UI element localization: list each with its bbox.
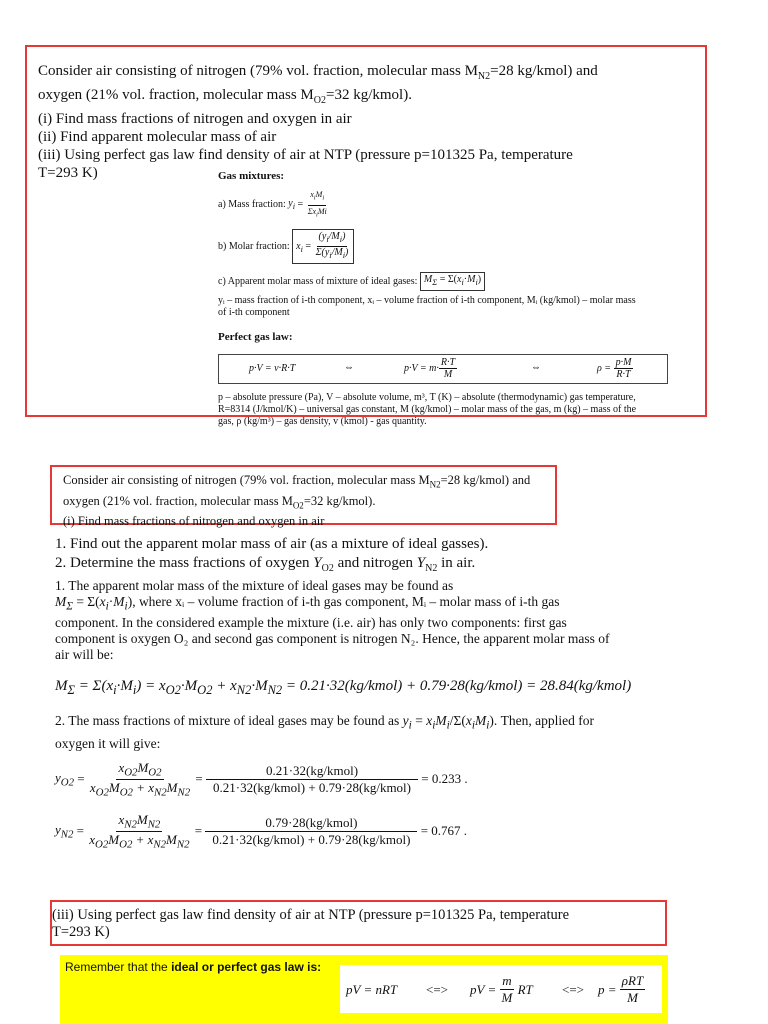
molar-fraction-formula: b) Molar fraction: $x_i$ = $\frac{(y_i/M_i)}{\Sigma(y_i/M_i)}$ <box>218 229 668 264</box>
molar-mass-equation: $M_\Sigma = \Sigma(x_i\cdot M_i) = x_{O2}\cdot M_{O2} + x_{N2}\cdot M_{N2}$ = 0.21·32(kg/kmol) + 0.79·28(kg/kmol) = 28.84(kg/kmol) <box>55 678 632 697</box>
problem-text: Consider air consisting of nitrogen (79% vol. fraction, molecular mass $M_{N2}=28$ kg/kmol) and oxygen (21% vol. fraction, molecular mass $M_{O2}=32$ kg/kmol). (i) Find mass fractions of nitrogen and oxygen in air (ii) Find apparent molecular mass of air (iii) Using perfect gas law find density of air at NTP (pressure p=101325 Pa, temperature T=293 K) <box>38 63 598 181</box>
gas-law-heading: Perfect gas law: <box>218 331 293 344</box>
reference-panel: Gas mixtures: a) Mass fraction: $y_i$ = $\frac{x_iM_i}{\Sigma x_iMi}$ b) Molar fraction: $x_i$ = $\frac{(y_i/M_i)}{\Sigma(y_i/M_i)}$ c) Apparent molar mass of mixture of ideal gases: $M_\Sigma = \Sigma(x_i\cdot M_i)$ yᵢ – mass fraction of i-th component, xᵢ – volume fraction of i-th component, Mᵢ (kg/kmol) – molar mass of i-th component Perfect gas law: p·V = v·R·T ⇔ p·V = m· $\frac{R\cdot T}{M}$ ⇔ ρ = $\frac{p\cdot M}{R\cdot T}$ p – absolute pressure (Pa), V – absolute volume, m³, T (K) – absolute (thermodynamic) gas temperature, R=8314 (J/kmol/K) – universal gas constant, M (kg/kmol) – molar mass of the gas, m (kg) – mass of the gas, ρ (kg/m³) – gas density, v (kmol) - gas quantity. <box>218 170 668 428</box>
highlight-text: Remember that the ideal or perfect gas law is: <box>65 960 322 974</box>
gas-law-notes: p – absolute pressure (Pa), V – absolute volume, m³, T (K) – absolute (thermodynamic) gas temperature, R=8314 (J/kmol/K) – universal gas constant, M (kg/kmol) – molar mass of the gas, m (kg) – mass of the gas, ρ (kg/m³) – gas density, v (kmol) - gas quantity. <box>218 392 637 428</box>
problem-recap-text: Consider air consisting of nitrogen (79% vol. fraction, molecular mass $M_{N2}=28$ kg/kmol) and oxygen (21% vol. fraction, molecular mass $M_{O2}=32$ kg/kmol). (i) Find mass fractions of nitrogen and oxygen in air <box>63 473 531 528</box>
gas-law-equations: pV = nRT <=> pV = $\frac{m}{M}$ RT <=> p = $\frac{\text{ρRT}}{M}$ <box>340 965 662 1013</box>
solution-paragraph-1: 1. The apparent molar mass of the mixture of ideal gases may be found as $M_\Sigma = \Sigma(x_i\cdot M_i)$, where xᵢ – volume fraction of i-th gas component, Mᵢ – molar mass of i-th gas component. In the considered example the mixture (i.e. air) has only two components: first gas component is oxygen O₂ and second gas component is nitrogen N₂. Hence, the apparent molar mass of air will be: <box>55 578 610 662</box>
gas-law-highlight <box>60 955 668 1024</box>
apparent-molar-mass-formula: c) Apparent molar mass of mixture of ideal gases: $M_\Sigma = \Sigma(x_i\cdot M_i)$ <box>218 272 668 291</box>
steps-list: 1. Find out the apparent molar mass of air (as a mixture of ideal gasses). 2. Determine the mass fractions of oxygen $Y_{O2}$ and nitrogen $Y_{N2}$ in air. <box>55 536 489 574</box>
solution-paragraph-2: 2. The mass fractions of mixture of ideal gases may be found as $y_i = x_iM_i/\Sigma(x_iM_i)$. Then, applied for oxygen it will give: <box>55 713 594 751</box>
density-task-text: (iii) Using perfect gas law find density of air at NTP (pressure p=101325 Pa, temperature T=293 K) <box>52 907 570 940</box>
mass-fraction-formula: a) Mass fraction: $y_i$ = $\frac{x_iM_i}{\Sigma x_iMi}$ <box>218 190 327 219</box>
gas-mixtures-heading: Gas mixtures: <box>218 170 285 182</box>
gas-law-table: p·V = v·R·T ⇔ p·V = m· $\frac{R\cdot T}{M}$ ⇔ ρ = $\frac{p\cdot M}{R\cdot T}$ <box>218 354 668 384</box>
yn2-equation: $y_{N2}$ = $\frac{x_{N2}M_{N2}}{x_{O2}M_{O2} + x_{N2}M_{N2}}$ = $\frac{\text{0.79·28(kg/kmol)}}{\text{0.21·32(kg/kmol) + 0.79·28(kg/kmol)}}$ = 0.767 . <box>55 812 468 851</box>
yo2-equation: $y_{O2}$ = $\frac{x_{O2}M_{O2}}{x_{O2}M_{O2} + x_{N2}M_{N2}}$ = $\frac{\text{0.21·32(kg/kmol)}}{\text{0.21·32(kg/kmol) + 0.79·28(kg/kmol)}}$ = 0.233 . <box>55 760 468 799</box>
